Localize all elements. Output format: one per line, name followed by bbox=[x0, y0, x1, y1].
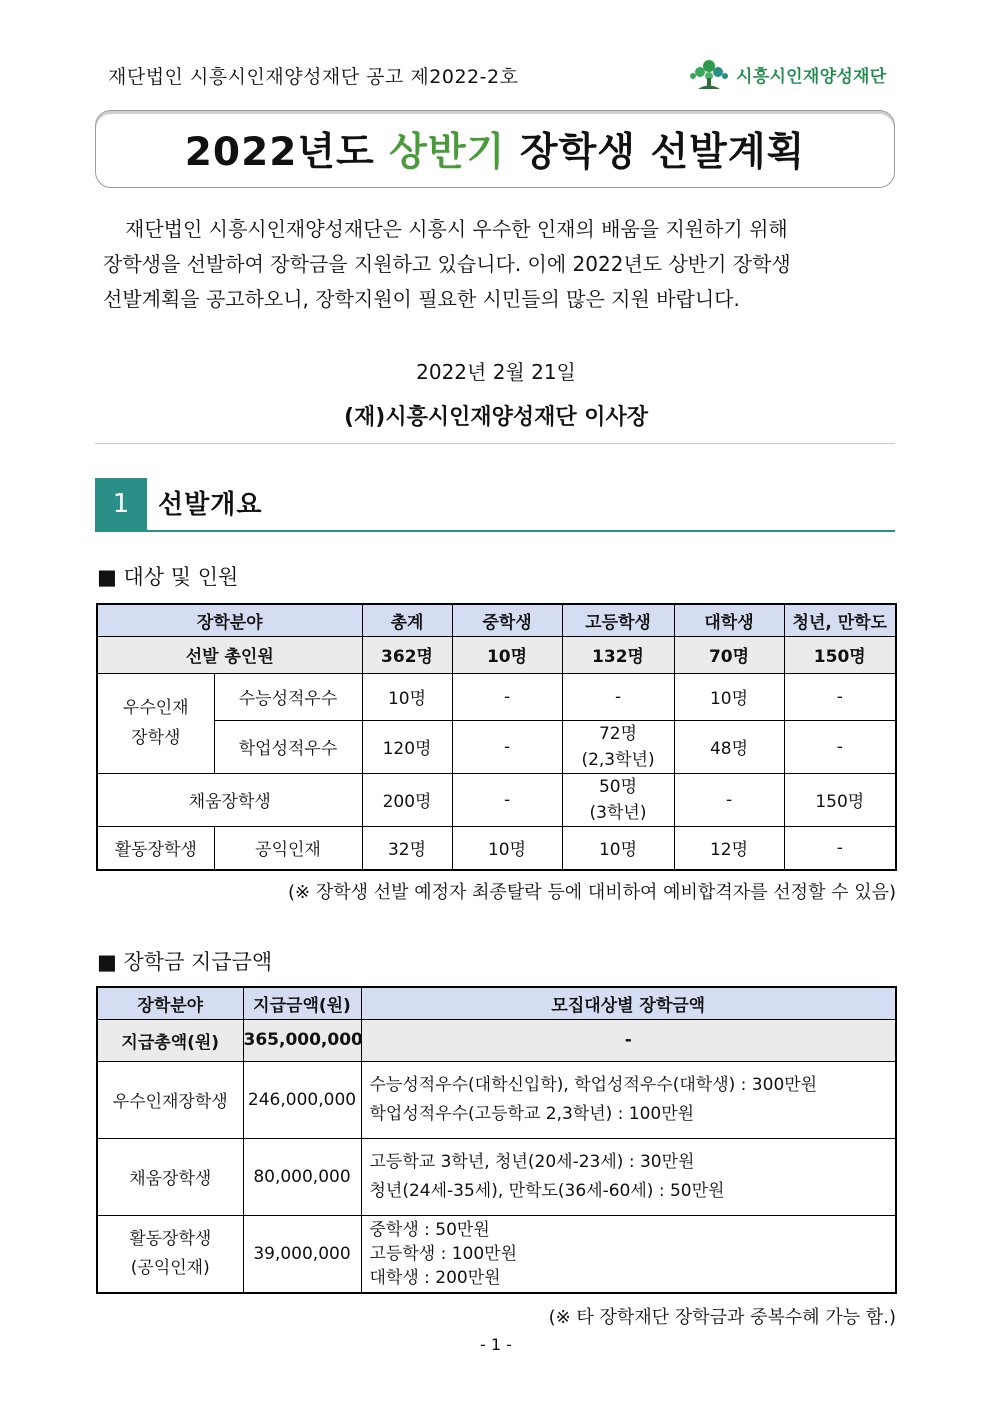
table-cell: 10명 bbox=[362, 673, 452, 720]
cell-line: 고등학생 : 100만원 bbox=[369, 1243, 518, 1264]
table-row bbox=[97, 1019, 896, 1061]
table-cell: - bbox=[361, 1019, 896, 1061]
table-cell bbox=[97, 1215, 243, 1293]
table-row bbox=[97, 1061, 896, 1138]
table-cell: - bbox=[562, 673, 674, 720]
table-row bbox=[97, 773, 896, 826]
table-cell: 채움장학생 bbox=[97, 773, 362, 826]
table-cell bbox=[562, 720, 674, 773]
table-cell: 10명 bbox=[452, 636, 562, 673]
cell-line: 청년(24세-35세), 만학도(36세-60세) : 50만원 bbox=[369, 1180, 725, 1201]
tree-logo-icon bbox=[688, 58, 730, 90]
scholarship-amount-table bbox=[96, 986, 897, 1294]
section-underline bbox=[95, 530, 895, 532]
document-title bbox=[95, 110, 895, 188]
table-cell: - bbox=[452, 773, 562, 826]
title-rest: 장학생 선발계획 bbox=[519, 130, 806, 175]
table-cell: 150명 bbox=[784, 636, 896, 673]
table-cell: 우수인재장학생 bbox=[97, 1061, 243, 1138]
page-number: - 1 - bbox=[480, 1335, 512, 1354]
table-cell: 12명 bbox=[674, 826, 784, 870]
cell-line: 50명 bbox=[598, 776, 638, 797]
table-cell: 지급총액(원) bbox=[97, 1019, 243, 1061]
section-number: 1 bbox=[95, 478, 147, 530]
col-header: 모집대상별 장학금액 bbox=[361, 987, 896, 1019]
cell-line: (3학년) bbox=[589, 802, 647, 823]
intro-line-2: 장학생을 선발하여 장학금을 지원하고 있습니다. 이에 2022년도 상반기 장학생 bbox=[103, 252, 791, 276]
col-header: 총계 bbox=[362, 604, 452, 636]
table-cell: 80,000,000 bbox=[243, 1138, 361, 1215]
table-cell bbox=[97, 673, 214, 773]
title-half: 상반기 bbox=[389, 130, 506, 175]
table2-note: (※ 타 장학재단 장학금과 중복수혜 가능 함.) bbox=[548, 1307, 896, 1328]
table-cell: 10명 bbox=[452, 826, 562, 870]
announcement-date: 2022년 2월 21일 bbox=[416, 360, 576, 384]
table-row bbox=[97, 826, 896, 870]
cell-line: 중학생 : 50만원 bbox=[369, 1219, 490, 1240]
intro-line-3: 선발계획을 공고하오니, 장학지원이 필요한 시민들의 많은 지원 바랍니다. bbox=[103, 287, 740, 311]
cell-line: 장학생 bbox=[131, 728, 181, 748]
cell-line: 수능성적우수(대학신입학), 학업성적우수(대학생) : 300만원 bbox=[369, 1074, 818, 1095]
table1-heading: ■ 대상 및 인원 bbox=[97, 565, 239, 589]
selection-count-table bbox=[96, 603, 897, 871]
table-cell: 10명 bbox=[562, 826, 674, 870]
table-cell: 200명 bbox=[362, 773, 452, 826]
table-cell bbox=[361, 1061, 896, 1138]
table-cell: 365,000,000 bbox=[243, 1019, 361, 1061]
table-cell: 32명 bbox=[362, 826, 452, 870]
table-cell: - bbox=[452, 673, 562, 720]
cell-line: 활동장학생 bbox=[129, 1228, 212, 1249]
cell-line: 학업성적우수(고등학교 2,3학년) : 100만원 bbox=[369, 1103, 695, 1124]
table-row bbox=[97, 1138, 896, 1215]
table-cell: 학업성적우수 bbox=[214, 720, 362, 773]
table-cell: 활동장학생 bbox=[97, 826, 214, 870]
title-year: 2022년도 bbox=[184, 130, 375, 175]
table-cell: 246,000,000 bbox=[243, 1061, 361, 1138]
table-cell: - bbox=[784, 673, 896, 720]
table-cell: 70명 bbox=[674, 636, 784, 673]
cell-line: (2,3학년) bbox=[581, 749, 655, 770]
table-row bbox=[97, 1215, 896, 1293]
table1-note: (※ 장학생 선발 예정자 최종탈락 등에 대비하여 예비합격자를 선정할 수 있음) bbox=[288, 882, 896, 903]
col-header: 중학생 bbox=[452, 604, 562, 636]
intro-line-1: 재단법인 시흥시인재양성재단은 시흥시 우수한 인재의 배움을 지원하기 위해 bbox=[125, 217, 788, 241]
table-cell: 선발 총인원 bbox=[97, 636, 362, 673]
cell-line: 고등학교 3학년, 청년(20세-23세) : 30만원 bbox=[369, 1151, 695, 1172]
col-header: 장학분야 bbox=[97, 987, 243, 1019]
notice-number: 재단법인 시흥시인재양성재단 공고 제2022-2호 bbox=[108, 66, 519, 88]
table-row bbox=[97, 673, 896, 720]
foundation-logo bbox=[688, 58, 887, 90]
table-cell: 362명 bbox=[362, 636, 452, 673]
table-cell: 132명 bbox=[562, 636, 674, 673]
table-cell bbox=[361, 1215, 896, 1293]
table-cell: 공익인재 bbox=[214, 826, 362, 870]
col-header: 지급금액(원) bbox=[243, 987, 361, 1019]
col-header: 대학생 bbox=[674, 604, 784, 636]
table-cell bbox=[361, 1138, 896, 1215]
table-cell: 150명 bbox=[784, 773, 896, 826]
divider bbox=[95, 443, 895, 444]
table-cell: - bbox=[784, 720, 896, 773]
section-title: 선발개요 bbox=[158, 490, 263, 520]
table-header-row bbox=[97, 604, 896, 636]
table-cell bbox=[562, 773, 674, 826]
table-cell: 48명 bbox=[674, 720, 784, 773]
col-header: 고등학생 bbox=[562, 604, 674, 636]
table-cell: 수능성적우수 bbox=[214, 673, 362, 720]
table-cell: 10명 bbox=[674, 673, 784, 720]
table-cell: 채움장학생 bbox=[97, 1138, 243, 1215]
table-row bbox=[97, 720, 896, 773]
table-row bbox=[97, 636, 896, 673]
table-cell: - bbox=[452, 720, 562, 773]
table-cell: 120명 bbox=[362, 720, 452, 773]
table2-heading: ■ 장학금 지급금액 bbox=[97, 950, 273, 974]
table-cell: 39,000,000 bbox=[243, 1215, 361, 1293]
table-cell: - bbox=[674, 773, 784, 826]
cell-line: 대학생 : 200만원 bbox=[369, 1267, 501, 1288]
issuer: (재)시흥시인재양성재단 이사장 bbox=[343, 405, 649, 430]
table-header-row bbox=[97, 987, 896, 1019]
logo-text: 시흥시인재양성재단 bbox=[736, 66, 887, 87]
intro-paragraph bbox=[103, 212, 891, 317]
col-header: 장학분야 bbox=[97, 604, 362, 636]
cell-line: (공익인재) bbox=[130, 1257, 210, 1278]
cell-line: 72명 bbox=[598, 723, 638, 744]
cell-line: 우수인재 bbox=[122, 698, 189, 718]
table-cell: - bbox=[784, 826, 896, 870]
col-header: 청년, 만학도 bbox=[784, 604, 896, 636]
